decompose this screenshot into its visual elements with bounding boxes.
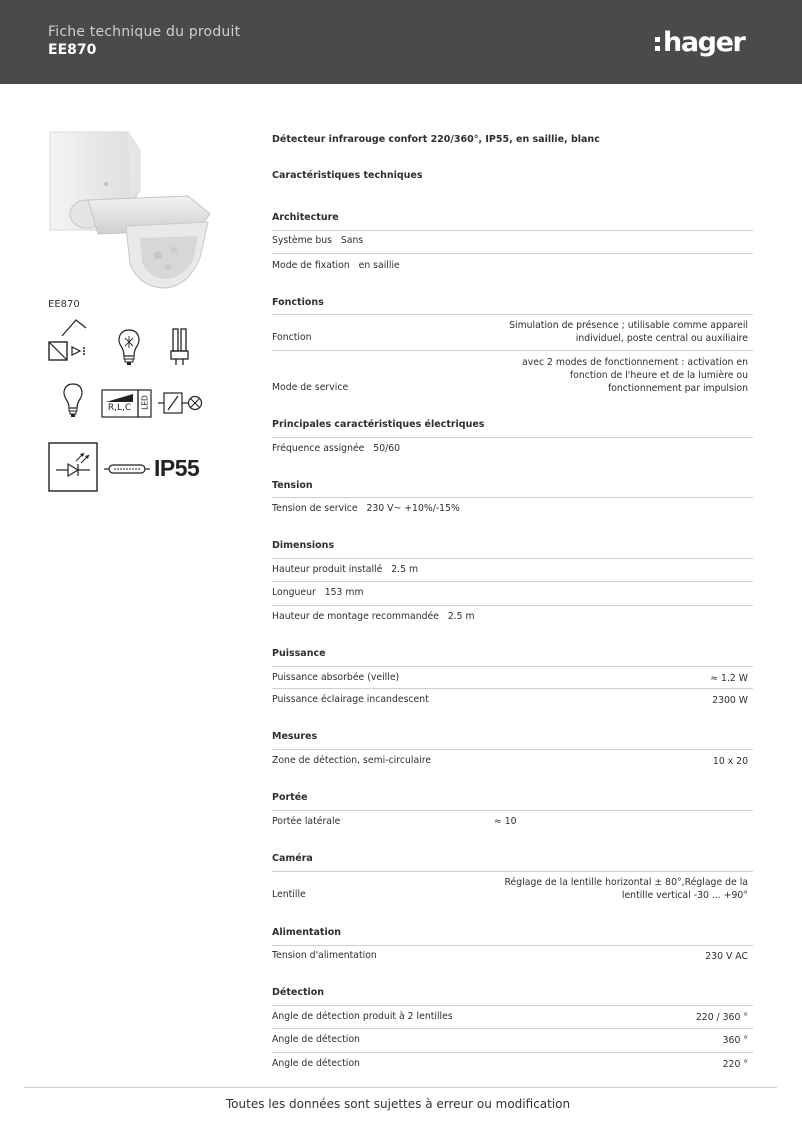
spec-label: Système bus Sans — [272, 235, 364, 246]
footer-disclaimer: Toutes les données sont sujettes à erreur ou modification — [225, 1097, 571, 1111]
contactor-signal-icon — [158, 390, 204, 416]
spec-label: Tension de service 230 V~ +10%/-15% — [272, 503, 460, 514]
rlc-led-load-icon — [101, 389, 153, 419]
rlc-label: R,L,C — [107, 403, 132, 413]
led-label: LED — [140, 395, 150, 410]
divider — [272, 581, 753, 582]
spec-value: 230 V AC — [705, 951, 748, 962]
section-title-alimentation: Alimentation — [272, 927, 342, 938]
section-title-electriques: Principales caractéristiques électriques — [272, 419, 485, 430]
divider — [272, 605, 753, 606]
divider — [272, 1052, 753, 1053]
ip-rating-label: IP55 — [154, 455, 200, 481]
document-reference: EE870 — [48, 42, 97, 58]
spec-label: Angle de détection — [272, 1058, 360, 1069]
spec-label: Fréquence assignée 50/60 — [272, 443, 401, 454]
spec-label: Portée latérale — [272, 816, 341, 827]
spec-value: 220 ° — [722, 1059, 748, 1070]
incandescent-bulb-icon — [60, 382, 86, 420]
divider — [272, 1005, 753, 1006]
spec-label: Lentille — [272, 889, 306, 900]
spec-label: Longueur 153 mm — [272, 587, 364, 598]
divider — [272, 497, 753, 498]
spec-value: 220 / 360 ° — [695, 1012, 748, 1023]
logo-dots-icon — [655, 37, 660, 51]
section-title-detection: Détection — [272, 987, 325, 998]
section-title-fonctions: Fonctions — [272, 297, 324, 308]
divider — [272, 666, 753, 667]
footer-divider — [24, 1087, 777, 1088]
section-title-mesures: Mesures — [272, 731, 318, 742]
spec-value: avec 2 modes de fonctionnement : activation en fonction de l'heure et de la lumière ou fonctionnement par impulsion — [522, 357, 748, 394]
spec-label: Angle de détection produit à 2 lentilles — [272, 1011, 453, 1022]
divider — [272, 558, 753, 559]
divider — [272, 437, 753, 438]
divider — [272, 253, 753, 254]
spec-label: Mode de service — [272, 382, 349, 393]
spec-label: Tension d'alimentation — [272, 950, 377, 961]
linear-halogen-lamp-icon — [104, 462, 150, 476]
spec-label: Hauteur de montage recommandée 2.5 m — [272, 611, 475, 622]
spec-value: ≈ 10 — [494, 816, 517, 827]
divider — [272, 749, 753, 750]
section-title-dimensions: Dimensions — [272, 540, 335, 551]
divider — [272, 350, 753, 351]
spec-value: Simulation de présence ; utilisable comme appareil individuel, poste central ou auxiliaire — [509, 320, 748, 344]
divider — [272, 871, 753, 872]
spec-label: Fonction — [272, 332, 312, 343]
spec-value: 360 ° — [722, 1035, 748, 1046]
spec-value: Réglage de la lentille horizontal ± 80°,Réglage de la lentille vertical -30 ... +90° — [504, 877, 748, 901]
section-title-tension: Tension — [272, 480, 313, 491]
divider — [272, 314, 753, 315]
spec-value: 2300 W — [712, 695, 748, 706]
product-image — [48, 130, 218, 300]
spec-label: Angle de détection — [272, 1034, 360, 1045]
fluorescent-tube-icon — [168, 326, 192, 368]
spec-label: Puissance absorbée (veille) — [272, 672, 400, 683]
hager-logo: hager — [655, 26, 744, 58]
divider — [272, 945, 753, 946]
page-header — [0, 0, 802, 84]
spec-value: 10 x 20 — [712, 756, 748, 767]
section-title-portee: Portée — [272, 792, 308, 803]
divider — [272, 810, 753, 811]
document-type: Fiche technique du produit — [48, 24, 241, 40]
characteristics-title: Caractéristiques techniques — [272, 170, 423, 181]
spec-value: ≈ 1.2 W — [710, 673, 748, 684]
product-description: Détecteur infrarouge confort 220/360°, IP55, en saillie, blanc — [272, 134, 600, 145]
spec-label: Hauteur produit installé 2.5 m — [272, 564, 419, 575]
divider — [272, 688, 753, 689]
spec-label: Zone de détection, semi-circulaire — [272, 755, 432, 766]
divider — [272, 1028, 753, 1029]
product-reference-label: EE870 — [48, 299, 80, 310]
section-title-puissance: Puissance — [272, 648, 326, 659]
motion-sensor-symbol-icon — [48, 318, 90, 366]
section-title-camera: Caméra — [272, 853, 313, 864]
halogen-lamp-icon — [114, 328, 144, 368]
divider — [272, 230, 753, 231]
spec-label: Puissance éclairage incandescent — [272, 694, 429, 705]
section-title-architecture: Architecture — [272, 212, 339, 223]
led-diode-symbol-icon — [48, 442, 98, 492]
spec-label: Mode de fixation en saillie — [272, 260, 400, 271]
